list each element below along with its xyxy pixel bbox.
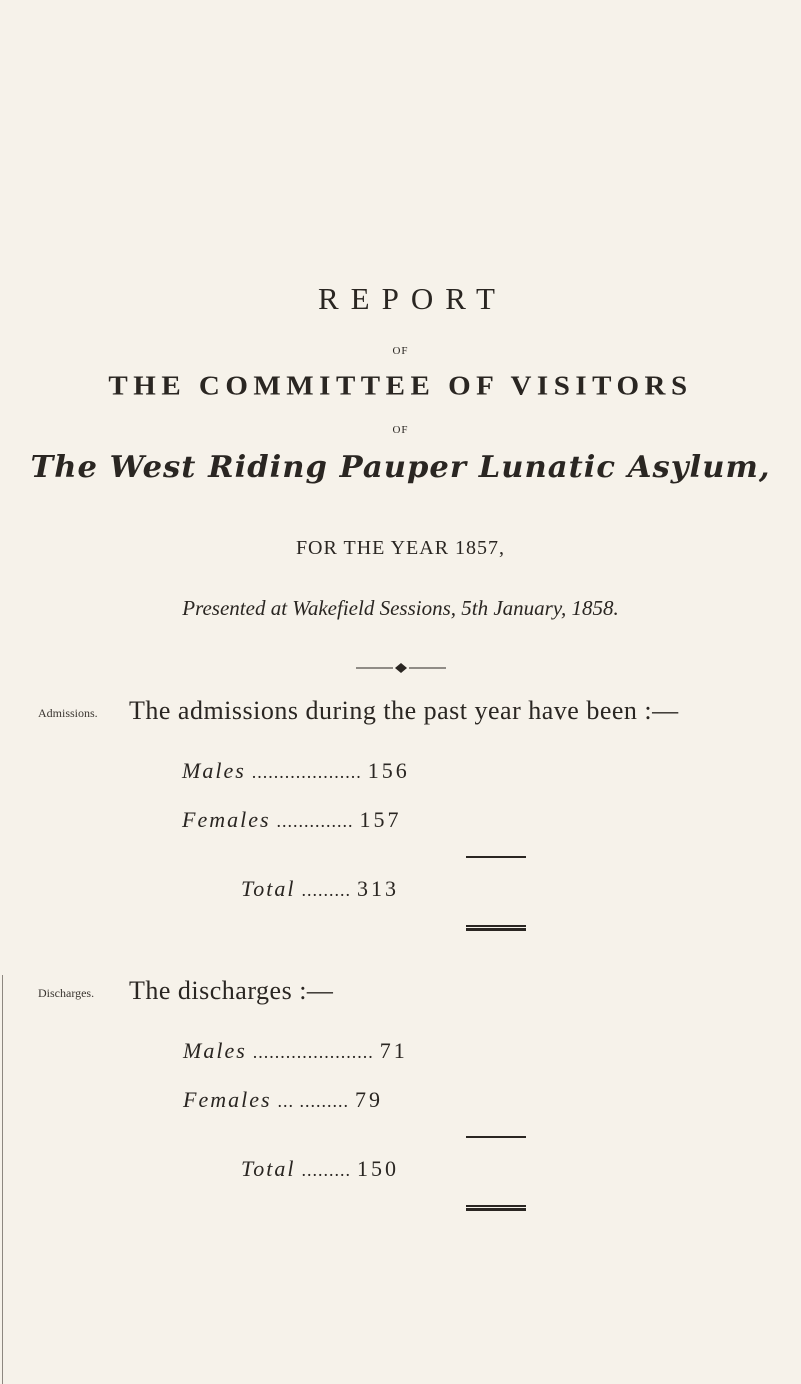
- row-value: 156: [367, 758, 410, 783]
- row-value: 71: [379, 1038, 408, 1063]
- leader-dots: ......................: [252, 1042, 374, 1062]
- row-label: Females: [182, 807, 271, 832]
- row-label: Females: [183, 1087, 272, 1112]
- row-value: 157: [359, 807, 402, 832]
- discharges-lead: The discharges :—: [129, 976, 334, 1005]
- of-line-2: OF: [392, 424, 409, 436]
- discharges-row-females: [183, 1087, 383, 1113]
- discharges-row-total: [241, 1156, 399, 1182]
- leader-dots: .........: [301, 880, 351, 900]
- of-line-1: OF: [392, 345, 409, 357]
- presented-line: Presented at Wakefield Sessions, 5th January, 1858.: [182, 596, 619, 620]
- admissions-row-females: [182, 807, 402, 833]
- total-label: Total: [241, 1156, 296, 1181]
- report-heading: REPORT: [318, 281, 507, 316]
- total-double-rule: [466, 1205, 526, 1211]
- total-value: 313: [356, 876, 399, 901]
- subtotal-rule: [466, 856, 526, 858]
- admissions-row-males: [182, 758, 410, 784]
- leader-dots: ... .........: [277, 1091, 350, 1111]
- leader-dots: ..............: [276, 811, 354, 831]
- row-label: Males: [183, 1038, 247, 1063]
- total-value: 150: [356, 1156, 399, 1181]
- admissions-row-total: [241, 876, 399, 902]
- leader-dots: ....................: [251, 762, 362, 782]
- year-line: FOR THE YEAR 1857,: [295, 537, 506, 559]
- admissions-sidenote: Admissions.: [38, 706, 98, 720]
- subtotal-rule: [466, 1136, 526, 1138]
- committee-heading: THE COMMITTEE OF VISITORS: [108, 370, 693, 402]
- total-double-rule: [466, 925, 526, 931]
- admissions-lead: The admissions during the past year have been :—: [129, 696, 679, 725]
- page-margin-edge: [2, 975, 3, 1384]
- diamond-ornament-divider: [356, 662, 446, 674]
- total-label: Total: [241, 876, 296, 901]
- discharges-sidenote: Discharges.: [38, 986, 95, 1000]
- discharges-row-males: [183, 1038, 408, 1064]
- asylum-name: The West Riding Pauper Lunatic Asylum,: [30, 450, 771, 485]
- row-value: 79: [355, 1087, 384, 1112]
- leader-dots: .........: [301, 1160, 351, 1180]
- row-label: Males: [182, 758, 246, 783]
